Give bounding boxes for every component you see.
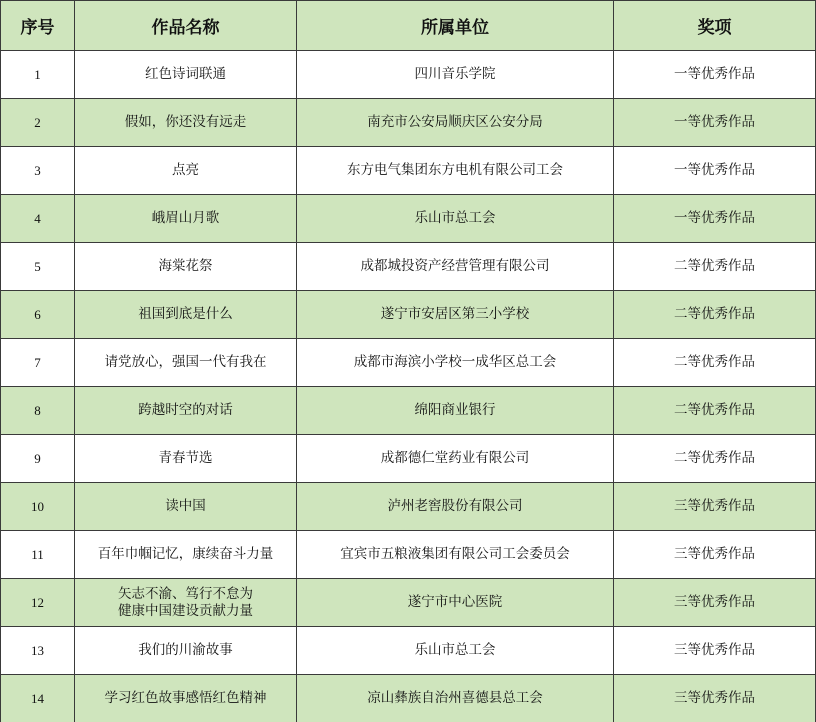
work-title-cell	[75, 195, 297, 243]
unit-name: 绵阳商业银行	[297, 387, 614, 435]
unit-name: 南充市公安局顺庆区公安分局	[297, 99, 614, 147]
work-title: 点亮	[172, 162, 199, 178]
table-row	[1, 627, 816, 675]
unit-name: 遂宁市中心医院	[297, 579, 614, 627]
work-title: 我们的川渝故事	[138, 642, 233, 658]
unit-name: 东方电气集团东方电机有限公司工会	[297, 147, 614, 195]
row-number: 9	[1, 435, 75, 483]
table-row	[1, 675, 816, 722]
work-title-cell	[75, 531, 297, 579]
row-number: 12	[1, 579, 75, 627]
work-title: 祖国到底是什么	[138, 306, 233, 322]
header-number: 序号	[1, 1, 75, 51]
unit-name: 遂宁市安居区第三小学校	[297, 291, 614, 339]
table-row	[1, 243, 816, 291]
row-number: 1	[1, 51, 75, 99]
row-number: 14	[1, 675, 75, 722]
work-title: 百年巾帼记忆，康续奋斗力量	[97, 546, 274, 562]
award-level: 三等优秀作品	[614, 483, 816, 531]
unit-name: 四川音乐学院	[297, 51, 614, 99]
row-number: 8	[1, 387, 75, 435]
table-row	[1, 531, 816, 579]
row-number: 6	[1, 291, 75, 339]
work-title-cell	[75, 243, 297, 291]
work-title-cell	[75, 99, 297, 147]
header-row	[1, 1, 816, 51]
award-level: 三等优秀作品	[614, 579, 816, 627]
unit-name: 成都城投资产经营管理有限公司	[297, 243, 614, 291]
row-number: 5	[1, 243, 75, 291]
unit-name: 泸州老窖股份有限公司	[297, 483, 614, 531]
work-title: 学习红色故事感悟红色精神	[104, 690, 267, 706]
header-award: 奖项	[614, 1, 816, 51]
work-title-cell	[75, 387, 297, 435]
work-title: 矢志不渝、笃行不怠为	[118, 585, 253, 602]
work-title: 假如，你还没有远走	[124, 114, 247, 130]
table-body	[1, 51, 816, 722]
work-title-cell	[75, 435, 297, 483]
row-number: 4	[1, 195, 75, 243]
award-level: 三等优秀作品	[614, 627, 816, 675]
work-title: 健康中国建设贡献力量	[118, 602, 253, 619]
work-title: 红色诗词联通	[145, 66, 226, 82]
table-row	[1, 195, 816, 243]
table-row	[1, 147, 816, 195]
award-level: 二等优秀作品	[614, 339, 816, 387]
work-title: 请党放心，强国一代有我在	[104, 354, 267, 370]
header-work-title: 作品名称	[75, 1, 297, 51]
work-title: 海棠花祭	[158, 258, 213, 274]
table-row	[1, 291, 816, 339]
award-level: 二等优秀作品	[614, 435, 816, 483]
work-title-cell	[75, 579, 297, 627]
work-title-cell	[75, 339, 297, 387]
work-title-cell	[75, 627, 297, 675]
table-row	[1, 99, 816, 147]
award-level: 二等优秀作品	[614, 291, 816, 339]
table-row	[1, 579, 816, 627]
unit-name: 成都德仁堂药业有限公司	[297, 435, 614, 483]
header-unit: 所属单位	[297, 1, 614, 51]
work-title-cell	[75, 291, 297, 339]
table-row	[1, 339, 816, 387]
row-number: 11	[1, 531, 75, 579]
award-level: 一等优秀作品	[614, 147, 816, 195]
unit-name: 成都市海滨小学校一成华区总工会	[297, 339, 614, 387]
table-row	[1, 51, 816, 99]
row-number: 7	[1, 339, 75, 387]
work-title-cell	[75, 51, 297, 99]
row-number: 3	[1, 147, 75, 195]
work-title: 读中国	[165, 498, 206, 514]
unit-name: 乐山市总工会	[297, 195, 614, 243]
work-title-cell	[75, 483, 297, 531]
row-number: 13	[1, 627, 75, 675]
work-title-cell	[75, 147, 297, 195]
work-title: 峨眉山月歌	[151, 210, 220, 226]
row-number: 2	[1, 99, 75, 147]
unit-name: 乐山市总工会	[297, 627, 614, 675]
award-level: 一等优秀作品	[614, 51, 816, 99]
table-row	[1, 435, 816, 483]
award-level: 一等优秀作品	[614, 195, 816, 243]
work-title: 青春节选	[158, 450, 213, 466]
table-row	[1, 387, 816, 435]
unit-name: 凉山彝族自治州喜德县总工会	[297, 675, 614, 722]
row-number: 10	[1, 483, 75, 531]
award-level: 三等优秀作品	[614, 531, 816, 579]
unit-name: 宜宾市五粮液集团有限公司工会委员会	[297, 531, 614, 579]
award-level: 二等优秀作品	[614, 243, 816, 291]
award-level: 三等优秀作品	[614, 675, 816, 722]
work-title: 跨越时空的对话	[138, 402, 233, 418]
table-row	[1, 483, 816, 531]
work-title-cell	[75, 675, 297, 722]
award-level: 一等优秀作品	[614, 99, 816, 147]
award-level: 二等优秀作品	[614, 387, 816, 435]
